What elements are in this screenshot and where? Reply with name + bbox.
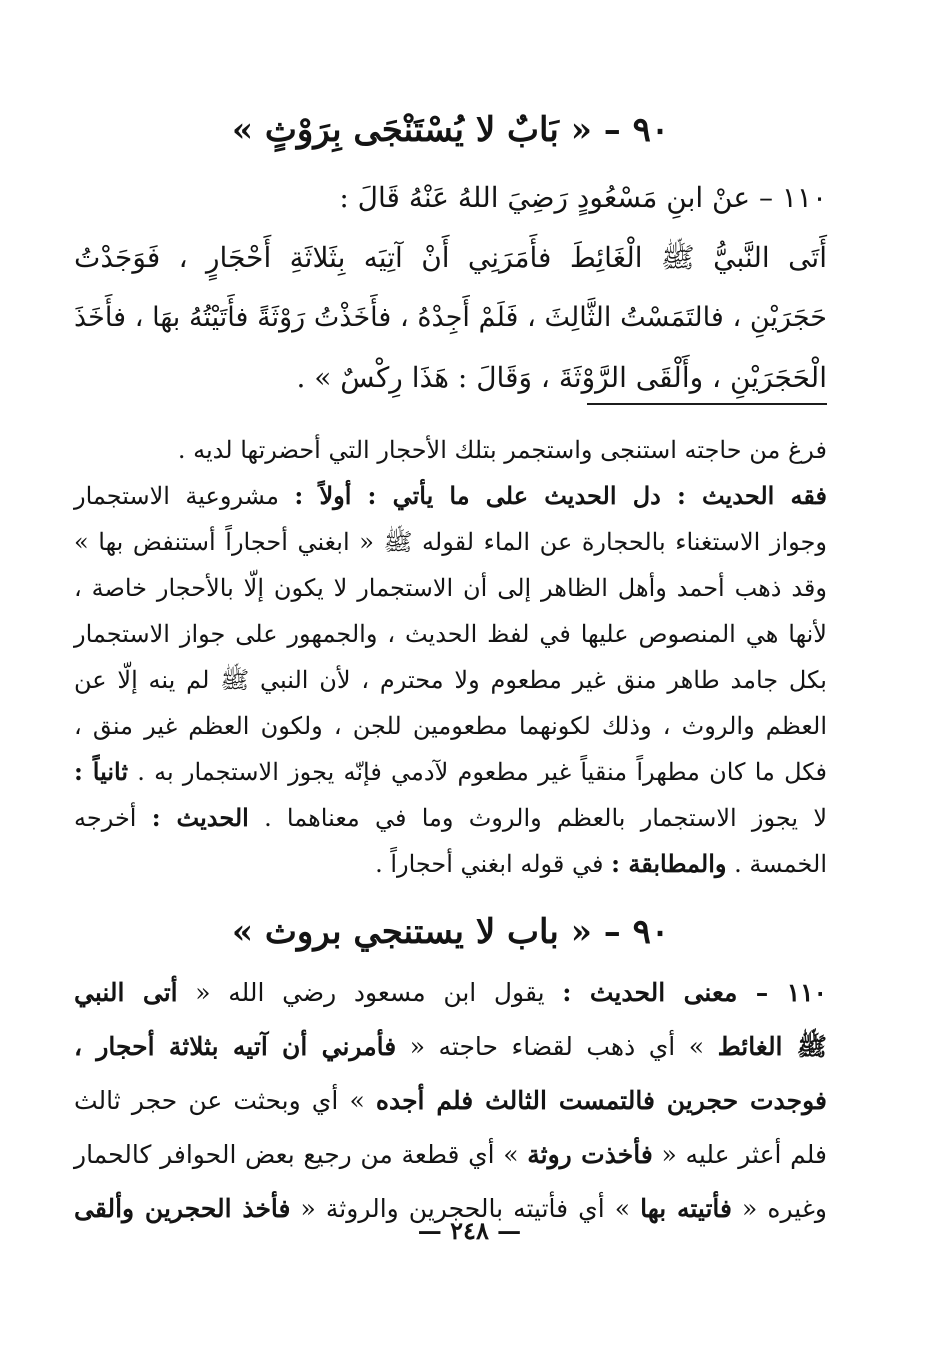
hadith-line: حَجَرَيْنِ ، فالتَمَسْتُ الثَّالِثَ ، فَلَمْ أَجِدْهُ ، فأَخَذْتُ رَوْثَةً فأَتَيْتُهُ بهَا ، فأَخَذَ (74, 302, 827, 333)
commentary-text: الخمسة . (726, 850, 827, 878)
explanation-line (74, 1020, 827, 1074)
commentary-line (74, 841, 827, 887)
chapter-heading: ٩٠ – « بَابٌ لا يُسْتَنْجَى بِرَوْثٍ » (231, 110, 670, 150)
commentary-line (74, 749, 827, 795)
commentary-line: بكل جامد طاهر منق غير مطعوم ولا محترم ، لأن النبي ﷺ لم ينه إلّا عن (74, 666, 827, 694)
commentary-bold: ثانياً : (74, 757, 129, 786)
explanation-text: يقول ابن مسعود رضي الله « (177, 978, 563, 1007)
hadith-line: الْحَجَرَيْنِ ، وأَلْقَى الرَّوْثَةَ ، وَقَالَ : هَذَا رِكْسٌ » . (296, 361, 827, 394)
explanation-bold: أتى النبي (74, 978, 178, 1007)
commentary-line: العظم والروث ، وذلك لكونهما مطعومين للجن ، ولكون العظم غير منق ، (74, 712, 827, 740)
explanation-text: وغيره « (732, 1194, 827, 1223)
commentary-bold: والمطابقة : (611, 849, 727, 878)
commentary-text: لا يجوز الاستجمار بالعظم والروث وما في معناهما . (248, 804, 828, 832)
explanation-bold: فأتيته بها (640, 1194, 732, 1223)
explanation-text: » أي وبحثت عن حجر ثالث (74, 1086, 376, 1115)
explanation-line (74, 1074, 827, 1128)
explanation-bold: فوجدت حجرين فالتمست الثالث فلم أجده (375, 1086, 827, 1115)
explanation-text: » أي قطعة من رجيع بعض الحوافر كالحمار (74, 1140, 528, 1169)
explanation-text: » أي ذهب لقضاء حاجته « (396, 1032, 718, 1061)
commentary-text: فكل ما كان مطهراً منقياً غير مطعوم لآدمي فإنّه يجوز الاستجمار به . (128, 758, 827, 786)
commentary-line: فرغ من حاجته استنجى واستجمر بتلك الأحجار التي أحضرتها لديه . (177, 436, 827, 464)
commentary-text: أخرجه (74, 804, 152, 832)
explanation-line (74, 1128, 827, 1182)
explanation-bold: ١١٠ – معنى الحديث : (562, 978, 827, 1007)
explanation-text: فلم أعثر عليه « (652, 1140, 827, 1169)
explanation-bold: فأخذت روثة (527, 1140, 653, 1169)
explanation (74, 966, 827, 1236)
second-heading: ٩٠ – « باب لا يستنجي بروث » (231, 912, 670, 952)
hadith-line: أَتَى النَّبيُّ ﷺ الْغَائِطَ فأَمَرَنِي أَنْ آتِيَه بِثَلاثَةِ أَحْجَارٍ ، فَوَجَدْتُ (74, 241, 827, 274)
explanation-bold: ﷺ الغائط (717, 1032, 827, 1061)
explanation-bold: فأمرني أن آتيه بثلاثة أحجار ، (74, 1032, 397, 1061)
commentary-text: في قوله ابغني أحجاراً . (375, 850, 612, 878)
fiqh-heading: فقه الحديث : دل الحديث على ما يأتي : أولاً : (294, 481, 827, 510)
commentary-line (74, 473, 827, 519)
explanation-line (74, 966, 827, 1020)
explanation-text: » أي فأتيته بالحجرين والروثة « (290, 1194, 641, 1223)
hadith-text (74, 168, 827, 408)
commentary-bold: الحديث : (151, 803, 249, 832)
explanation-bold: فأخذ الحجرين وألقى (74, 1194, 291, 1223)
commentary-line: وجواز الاستغناء بالحجارة عن الماء لقوله ﷺ « ابغني أحجاراً أستنفض بها » (74, 528, 827, 556)
commentary-line: وقد ذهب أحمد وأهل الظاهر إلى أن الاستجمار لا يكون إلّا بالأحجار خاصة ، (74, 574, 827, 602)
hadith-line: ١١٠ – عنْ ابنِ مَسْعُودٍ رَضِيَ اللهُ عَنْهُ قَالَ : (339, 181, 827, 214)
commentary-text: مشروعية الاستجمار (74, 482, 295, 510)
commentary-line (74, 795, 827, 841)
page-number: — ٢٤٨ — (417, 1216, 522, 1245)
commentary (74, 427, 827, 887)
footnote-divider (587, 403, 827, 405)
commentary-line: لأنها هي المنصوص عليها في لفظ الحديث ، والجمهور على جواز الاستجمار (74, 620, 827, 648)
